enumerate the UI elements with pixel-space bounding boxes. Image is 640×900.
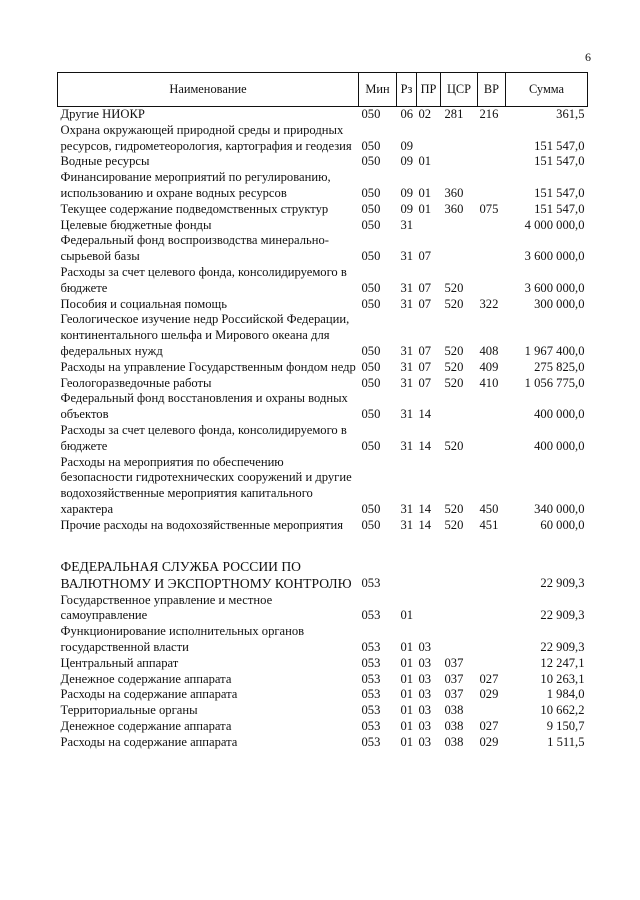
cell-min: 053 <box>361 718 381 733</box>
cell-csr <box>441 624 478 656</box>
cell-vr <box>478 534 506 593</box>
table-row <box>58 672 588 688</box>
cell-min: 053 <box>361 703 381 718</box>
cell-pr: 07 <box>418 375 432 390</box>
cell-min: 050 <box>361 517 381 532</box>
cell-name: Расходы на содержание аппарата <box>60 687 238 702</box>
cell-min: 050 <box>361 154 381 169</box>
cell-vr <box>478 154 506 170</box>
cell-min: 050 <box>361 407 381 422</box>
table-row <box>58 656 588 672</box>
cell-min: 050 <box>361 296 381 311</box>
table-row <box>58 233 588 265</box>
cell-pr: 14 <box>418 438 432 453</box>
cell-sum: 10 662,2 <box>540 703 585 718</box>
cell-vr <box>478 265 506 297</box>
cell-name: Расходы на содержание аппарата <box>60 734 238 749</box>
cell-name: Пособия и социальная помощь <box>60 296 227 311</box>
cell-vr: 450 <box>479 501 499 516</box>
cell-sum: 1 967 400,0 <box>524 343 585 358</box>
cell-min: 050 <box>361 343 381 358</box>
table-row <box>58 360 588 376</box>
cell-name: Водные ресурсы <box>60 154 150 169</box>
cell-min: 050 <box>361 280 381 295</box>
cell-name: Расходы на мероприятия по обеспечению безопасности гидротехнических сооружений и другие водохозяйственные мероприятия капитального характера <box>60 454 352 516</box>
cell-csr: 520 <box>444 359 464 374</box>
cell-vr <box>478 593 506 625</box>
cell-sum: 300 000,0 <box>534 296 585 311</box>
cell-pr <box>417 123 441 155</box>
cell-sum: 400 000,0 <box>534 438 585 453</box>
cell-csr: 520 <box>444 438 464 453</box>
cell-vr: 451 <box>479 517 499 532</box>
cell-csr: 520 <box>444 280 464 295</box>
cell-rz: 31 <box>400 359 414 374</box>
table-row <box>58 154 588 170</box>
cell-pr: 01 <box>418 201 432 216</box>
cell-csr: 520 <box>444 501 464 516</box>
cell-pr: 03 <box>418 639 432 654</box>
cell-name: Федеральный фонд воспроизводства минерально-сырьевой базы <box>60 233 329 264</box>
cell-name: Расходы на управление Государственным фондом недр <box>60 359 356 374</box>
cell-sum: 151 547,0 <box>534 185 585 200</box>
cell-name: Прочие расходы на водохозяйственные мероприятия <box>60 517 344 532</box>
cell-rz: 01 <box>400 687 414 702</box>
table-row <box>58 218 588 234</box>
cell-rz: 31 <box>400 407 414 422</box>
cell-sum: 10 263,1 <box>540 671 585 686</box>
table-row <box>58 687 588 703</box>
page-number: 6 <box>585 50 591 64</box>
table-row <box>58 312 588 359</box>
cell-sum: 22 909,3 <box>540 639 585 654</box>
cell-rz <box>397 534 417 593</box>
cell-sum: 3 600 000,0 <box>524 280 585 295</box>
cell-pr: 07 <box>418 296 432 311</box>
budget-table <box>57 72 588 750</box>
cell-csr: 360 <box>444 201 464 216</box>
cell-pr: 07 <box>418 343 432 358</box>
header-csr: ЦСР <box>441 73 478 107</box>
cell-min: 053 <box>361 734 381 749</box>
cell-csr <box>441 534 478 593</box>
cell-min: 053 <box>361 608 381 623</box>
cell-rz: 31 <box>400 375 414 390</box>
cell-pr: 01 <box>418 154 432 169</box>
cell-vr <box>478 218 506 234</box>
cell-pr: 03 <box>418 703 432 718</box>
cell-min: 050 <box>361 249 381 264</box>
cell-csr <box>441 154 478 170</box>
cell-min: 053 <box>361 671 381 686</box>
header-sum: Сумма <box>506 73 588 107</box>
cell-sum: 1 984,0 <box>546 687 585 702</box>
cell-rz: 01 <box>400 734 414 749</box>
cell-csr: 037 <box>444 655 464 670</box>
cell-rz: 09 <box>400 138 414 153</box>
cell-sum: 4 000 000,0 <box>524 217 585 232</box>
cell-rz: 01 <box>400 671 414 686</box>
cell-sum: 340 000,0 <box>534 501 585 516</box>
cell-csr: 038 <box>444 734 464 749</box>
cell-sum: 1 511,5 <box>547 734 585 749</box>
cell-rz: 31 <box>400 343 414 358</box>
table-row <box>58 719 588 735</box>
cell-vr <box>478 656 506 672</box>
cell-name: Денежное содержание аппарата <box>60 671 232 686</box>
cell-rz: 01 <box>400 608 414 623</box>
cell-name: Государственное управление и местное самоуправление <box>60 592 273 623</box>
cell-name: Расходы за счет целевого фонда, консолидируемого в бюджете <box>60 422 347 453</box>
table-row <box>58 703 588 719</box>
cell-name: Расходы за счет целевого фонда, консолидируемого в бюджете <box>60 264 347 295</box>
table-row <box>58 376 588 392</box>
cell-name: Денежное содержание аппарата <box>60 718 232 733</box>
cell-rz: 31 <box>400 438 414 453</box>
cell-rz: 01 <box>400 639 414 654</box>
cell-rz: 31 <box>400 280 414 295</box>
cell-sum: 151 547,0 <box>534 154 585 169</box>
cell-min: 050 <box>361 185 381 200</box>
table-row <box>58 123 588 155</box>
cell-csr: 037 <box>444 687 464 702</box>
cell-name: Функционирование исполнительных органов государственной власти <box>60 624 305 654</box>
cell-rz: 31 <box>400 296 414 311</box>
table-header <box>58 73 588 107</box>
cell-pr <box>417 534 441 593</box>
cell-csr: 520 <box>444 343 464 358</box>
cell-rz: 09 <box>400 201 414 216</box>
header-vr: ВР <box>478 73 506 107</box>
cell-rz: 01 <box>400 655 414 670</box>
cell-min: 053 <box>361 655 381 670</box>
cell-vr: 216 <box>479 107 499 121</box>
cell-min: 050 <box>361 217 381 232</box>
cell-name: Геологическое изучение недр Российской Федерации, континентального шельфа и Мирового океана для федеральных нужд <box>60 312 350 358</box>
table-body <box>58 107 588 751</box>
cell-vr <box>478 624 506 656</box>
cell-sum: 1 056 775,0 <box>524 375 585 390</box>
cell-pr: 01 <box>418 185 432 200</box>
cell-vr: 027 <box>479 718 499 733</box>
cell-vr: 027 <box>479 671 499 686</box>
cell-pr: 02 <box>418 107 432 121</box>
cell-csr <box>441 123 478 155</box>
cell-name: Финансирование мероприятий по регулированию, использованию и охране водных ресурсов <box>60 170 331 200</box>
cell-name: Охрана окружающей природной среды и природных ресурсов, гидрометеорология, картография и геодезия <box>60 122 352 153</box>
cell-rz: 31 <box>400 249 414 264</box>
cell-pr: 07 <box>418 359 432 374</box>
cell-vr <box>478 703 506 719</box>
cell-vr: 029 <box>479 734 499 749</box>
cell-pr: 03 <box>418 687 432 702</box>
cell-pr: 03 <box>418 655 432 670</box>
cell-vr: 322 <box>479 296 499 311</box>
cell-min: 050 <box>361 359 381 374</box>
cell-min: 050 <box>361 375 381 390</box>
cell-vr <box>478 170 506 202</box>
cell-csr: 038 <box>444 703 464 718</box>
table-row <box>58 735 588 751</box>
table-row <box>58 107 588 123</box>
table-row <box>58 391 588 423</box>
table-row <box>58 593 588 625</box>
cell-name: Текущее содержание подведомственных структур <box>60 201 329 216</box>
cell-min: 050 <box>361 201 381 216</box>
cell-min: 053 <box>361 576 381 591</box>
table-row <box>58 455 588 518</box>
cell-pr <box>417 593 441 625</box>
cell-csr: 520 <box>444 375 464 390</box>
cell-sum: 275 825,0 <box>534 359 585 374</box>
cell-pr: 03 <box>418 718 432 733</box>
cell-sum: 3 600 000,0 <box>524 249 585 264</box>
cell-rz: 09 <box>400 154 414 169</box>
cell-rz: 31 <box>400 501 414 516</box>
cell-name: Другие НИОКР <box>60 107 145 121</box>
cell-sum: 151 547,0 <box>534 138 585 153</box>
cell-sum: 151 547,0 <box>534 201 585 216</box>
cell-min: 050 <box>361 107 381 121</box>
cell-rz: 01 <box>400 703 414 718</box>
cell-vr <box>478 123 506 155</box>
cell-csr: 360 <box>444 185 464 200</box>
cell-pr: 07 <box>418 249 432 264</box>
cell-pr <box>417 218 441 234</box>
cell-csr: 038 <box>444 718 464 733</box>
table-row <box>58 423 588 455</box>
cell-vr: 408 <box>479 343 499 358</box>
cell-csr: 520 <box>444 517 464 532</box>
table-row <box>58 265 588 297</box>
cell-min: 050 <box>361 138 381 153</box>
table-row <box>58 170 588 202</box>
cell-pr: 14 <box>418 407 432 422</box>
cell-rz: 01 <box>400 718 414 733</box>
cell-vr <box>478 391 506 423</box>
cell-vr: 075 <box>479 201 499 216</box>
cell-pr: 07 <box>418 280 432 295</box>
cell-name: Геологоразведочные работы <box>60 375 212 390</box>
header-name: Наименование <box>58 73 359 107</box>
cell-vr: 410 <box>479 375 499 390</box>
cell-csr: 281 <box>444 107 464 121</box>
cell-csr: 520 <box>444 296 464 311</box>
cell-vr: 409 <box>479 359 499 374</box>
cell-name: ФЕДЕРАЛЬНАЯ СЛУЖБА РОССИИ ПО ВАЛЮТНОМУ И ЭКСПОРТНОМУ КОНТРОЛЮ <box>60 558 352 592</box>
cell-sum: 22 909,3 <box>540 576 585 591</box>
cell-rz: 31 <box>400 517 414 532</box>
cell-sum: 400 000,0 <box>534 407 585 422</box>
cell-csr <box>441 593 478 625</box>
cell-rz: 31 <box>400 217 414 232</box>
cell-vr <box>478 233 506 265</box>
cell-pr: 14 <box>418 501 432 516</box>
cell-csr: 037 <box>444 671 464 686</box>
cell-csr <box>441 233 478 265</box>
cell-sum: 9 150,7 <box>546 718 585 733</box>
cell-name: Территориальные органы <box>60 703 198 718</box>
cell-vr <box>478 423 506 455</box>
table-row <box>58 624 588 656</box>
cell-csr <box>441 218 478 234</box>
table-row <box>58 518 588 534</box>
cell-pr: 03 <box>418 671 432 686</box>
cell-pr: 03 <box>418 734 432 749</box>
cell-rz: 06 <box>400 107 414 121</box>
header-min: Мин <box>359 73 397 107</box>
cell-sum: 60 000,0 <box>540 517 585 532</box>
cell-sum: 361,5 <box>556 107 585 121</box>
section-row <box>58 534 588 593</box>
cell-csr <box>441 391 478 423</box>
header-rz: Рз <box>397 73 417 107</box>
cell-name: Целевые бюджетные фонды <box>60 217 212 232</box>
cell-min: 050 <box>361 438 381 453</box>
cell-vr: 029 <box>479 687 499 702</box>
table-row <box>58 202 588 218</box>
cell-min: 053 <box>361 687 381 702</box>
cell-min: 050 <box>361 501 381 516</box>
cell-name: Центральный аппарат <box>60 655 179 670</box>
cell-pr: 14 <box>418 517 432 532</box>
cell-sum: 22 909,3 <box>540 608 585 623</box>
cell-rz: 09 <box>400 185 414 200</box>
table-row <box>58 297 588 313</box>
cell-name: Федеральный фонд восстановления и охраны водных объектов <box>60 391 348 422</box>
header-pr: ПР <box>417 73 441 107</box>
cell-min: 053 <box>361 639 381 654</box>
cell-sum: 12 247,1 <box>540 655 585 670</box>
